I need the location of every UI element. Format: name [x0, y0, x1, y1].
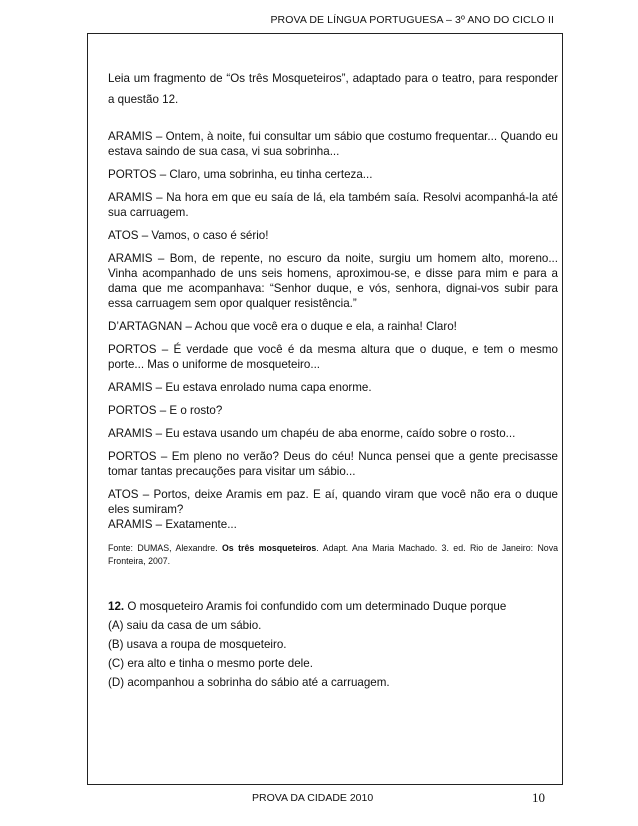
page-header: PROVA DE LÍNGUA PORTUGUESA – 3º ANO DO CICLO II: [270, 14, 554, 26]
exam-content: [108, 68, 558, 694]
question-number: 12.: [108, 600, 125, 613]
dialogue-line: PORTOS – Em pleno no verão? Deus do céu! Nunca pensei que a gente precisasse tomar tantas precauções para visitar um sábio...: [108, 450, 558, 478]
dialogue-line: PORTOS – Claro, uma sobrinha, eu tinha certeza...: [108, 168, 373, 181]
dialogue-line: ARAMIS – Eu estava enrolado numa capa enorme.: [108, 381, 372, 394]
source-suffix: . Adapt. Ana Maria Machado. 3. ed. Rio de Janeiro: Nova Fronteira, 2007.: [108, 543, 558, 566]
option-b: (B) usava a roupa de mosqueteiro.: [108, 638, 287, 651]
dialogue-line: PORTOS – E o rosto?: [108, 404, 223, 417]
dialogue-line: ARAMIS – Exatamente...: [108, 518, 237, 531]
source-citation: [108, 542, 558, 567]
dialogue-line: D’ARTAGNAN – Achou que você era o duque e ela, a rainha! Claro!: [108, 320, 457, 333]
dialogue-line: ATOS – Vamos, o caso é sério!: [108, 229, 269, 242]
intro-text: Leia um fragmento de “Os três Mosqueteiros”, adaptado para o teatro, para responder a questão 12.: [108, 72, 558, 106]
option-d: (D) acompanhou a sobrinha do sábio até a carruagem.: [108, 676, 390, 689]
option-a: (A) saiu da casa de um sábio.: [108, 619, 262, 632]
question-text: O mosqueteiro Aramis foi confundido com um determinado Duque porque: [124, 600, 507, 613]
question-stem: [108, 599, 558, 614]
dialogue-line: ARAMIS – Bom, de repente, no escuro da noite, surgiu um homem alto, moreno... Vinha acompanhado de uns seis homens, aproximou-se, e disse para mim e para a dama que me acompanhava: “Senhor duque, e vós, senhora, dignai-vos subir para essa carruagem sem opor qualquer resistência.”: [108, 252, 558, 310]
dialogue-line: ARAMIS – Ontem, à noite, fui consultar um sábio que costumo frequentar... Quando eu estava saindo de sua casa, vi sua sobrinha...: [108, 130, 558, 158]
dialogue-line: ARAMIS – Na hora em que eu saía de lá, ela também saía. Resolvi acompanhá-la até sua carruagem.: [108, 191, 558, 219]
dialogue-line: PORTOS – É verdade que você é da mesma altura que o duque, e tem o mesmo porte... Mas o uniforme de mosqueteiro...: [108, 343, 558, 371]
dialogue-line: ATOS – Portos, deixe Aramis em paz. E aí, quando viram que você não era o duque eles sumiram?: [108, 488, 558, 516]
page-footer: PROVA DA CIDADE 2010: [252, 792, 374, 804]
page-number: 10: [532, 790, 545, 805]
option-c: (C) era alto e tinha o mesmo porte dele.: [108, 657, 313, 670]
source-prefix: Fonte: DUMAS, Alexandre.: [108, 543, 222, 553]
source-title: Os três mosqueteiros: [221, 543, 317, 553]
dialogue-line: ARAMIS – Eu estava usando um chapéu de aba enorme, caído sobre o rosto...: [108, 427, 516, 440]
